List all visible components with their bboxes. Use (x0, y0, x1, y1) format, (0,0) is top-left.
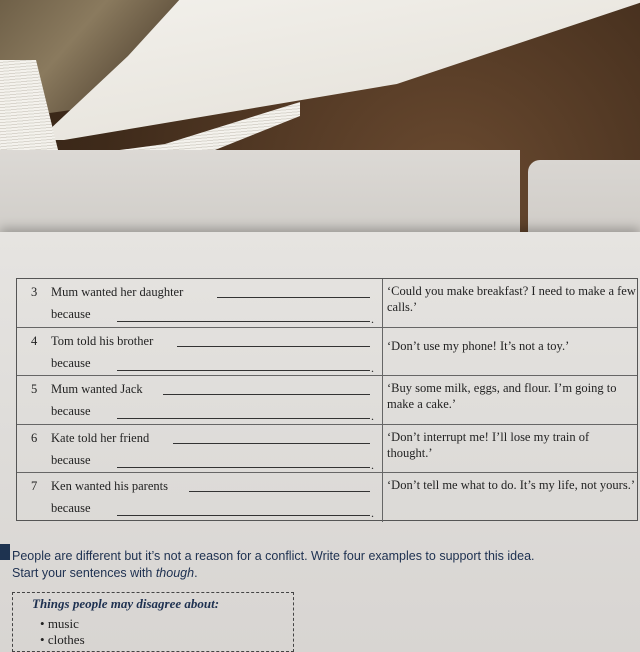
because-label: because (51, 307, 91, 321)
task-line-2 (12, 565, 632, 582)
quote-cell: ‘Don’t tell me what to do. It’s my life, not yours.’ (387, 478, 635, 492)
table-row (17, 376, 637, 425)
quote-cell: ‘Could you make breakfast? I need to make a few calls.’ (387, 284, 636, 314)
sentence-cell (17, 279, 383, 327)
task-number-marker (0, 544, 10, 560)
item-number: 5 (31, 382, 38, 396)
item-number: 6 (31, 430, 38, 445)
topic-item-text: clothes (47, 632, 85, 647)
item-number: 4 (31, 333, 38, 348)
reason-line[interactable] (117, 515, 370, 516)
sentence-prompt: Tom told his brother (51, 333, 154, 348)
quote-cell: ‘Buy some milk, eggs, and flour. I’m going to make a cake.’ (387, 381, 617, 411)
paper-flap-left (0, 150, 520, 245)
item-number: 3 (31, 285, 38, 299)
answer-line[interactable] (217, 297, 370, 298)
sentence-prompt: Mum wanted her daughter (51, 285, 184, 299)
reason-line[interactable] (117, 418, 370, 419)
quote-cell: ‘Don’t use my phone! It’s not a toy.’ (387, 338, 570, 353)
topic-item-text: music (47, 616, 79, 631)
sentence-cell (17, 376, 383, 424)
task-line-1: People are different but it’s not a reason for a conflict. Write four examples to support this idea. (12, 549, 535, 563)
sentence-cell (17, 328, 383, 376)
sentence-prompt: Ken wanted his parents (51, 479, 168, 493)
answer-line[interactable] (189, 491, 370, 492)
because-label: because (51, 452, 91, 467)
sentence-prompt: Kate told her friend (51, 430, 150, 445)
because-label: because (51, 404, 91, 418)
because-label: because (51, 355, 91, 370)
topic-item: • clothes (40, 632, 85, 647)
quote-cell: ‘Don’t interrupt me! I’ll lose my train of thought.’ (387, 429, 590, 460)
reason-line[interactable] (117, 467, 370, 468)
sentence-cell (17, 473, 383, 522)
item-number: 7 (31, 479, 38, 493)
table-row (17, 328, 637, 377)
sentence-prompt: Mum wanted Jack (51, 382, 143, 396)
sentence-end: . (371, 457, 374, 472)
reason-line[interactable] (117, 370, 370, 371)
sentence-end: . (371, 506, 374, 520)
task-instructions (12, 548, 632, 582)
topics-box-title: Things people may disagree about: (32, 596, 220, 611)
answer-line[interactable] (177, 346, 370, 347)
sentence-end: . (371, 312, 374, 326)
answer-line[interactable] (173, 443, 370, 444)
reason-line[interactable] (117, 321, 370, 322)
sentence-end: . (371, 409, 374, 423)
table-row (17, 473, 637, 522)
table-row (17, 279, 637, 328)
because-label: because (51, 501, 91, 515)
table-row (17, 425, 637, 474)
task-line-2-end: . (194, 566, 198, 580)
topic-item: • music (40, 616, 79, 631)
sentence-end: . (371, 360, 374, 375)
task-line-2-text: Start your sentences with (12, 566, 156, 580)
task-keyword: though (155, 566, 195, 580)
sentence-cell (17, 425, 383, 473)
answer-line[interactable] (163, 394, 370, 395)
exercise-table (16, 278, 638, 521)
